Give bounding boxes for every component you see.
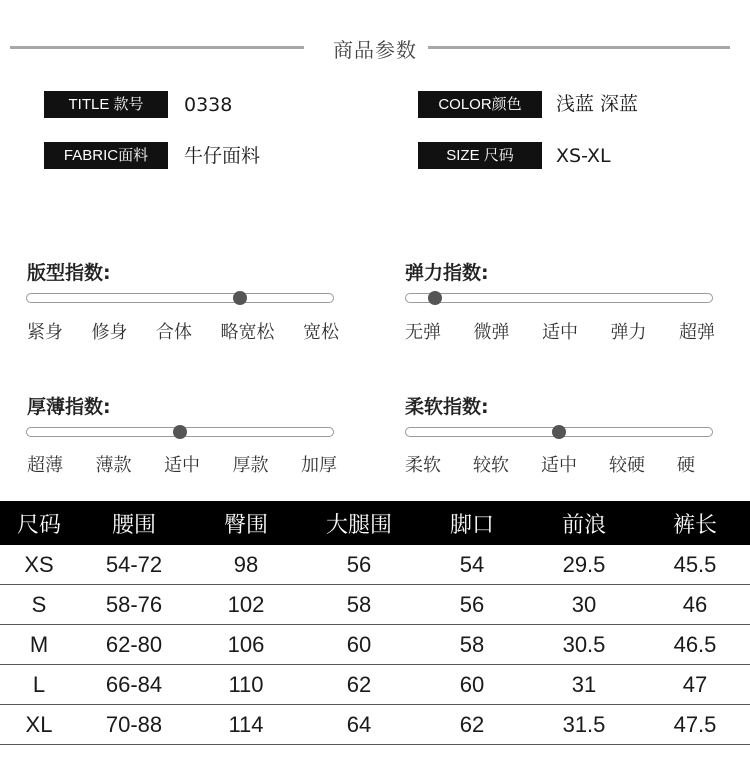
- table-cell: 58: [302, 585, 416, 625]
- table-cell: 47: [640, 665, 750, 705]
- stop-label: 厚款: [232, 455, 269, 476]
- table-cell: 47.5: [640, 705, 750, 745]
- stop-label: 微弹: [473, 322, 510, 343]
- table-cell: 29.5: [528, 545, 640, 585]
- table-cell: 45.5: [640, 545, 750, 585]
- table-cell: 70-88: [78, 705, 190, 745]
- column-header: 脚口: [416, 501, 528, 545]
- stop-label: 较硬: [609, 455, 645, 476]
- fit-index-track: [26, 293, 334, 303]
- table-row: [0, 705, 750, 745]
- table-cell: 62: [416, 705, 528, 745]
- table-row: [0, 625, 750, 665]
- stop-label: 宽松: [303, 322, 339, 343]
- table-cell: XL: [0, 705, 78, 745]
- spec-label-title: TITLE 款号: [44, 91, 168, 118]
- table-header-row: [0, 501, 750, 545]
- table-cell: 58: [416, 625, 528, 665]
- spec-label-fabric: FABRIC面料: [44, 142, 168, 169]
- spec-value-title: 0338: [184, 94, 233, 116]
- table-cell: 98: [190, 545, 302, 585]
- table-cell: XS: [0, 545, 78, 585]
- table-row: [0, 665, 750, 705]
- stop-label: 略宽松: [220, 322, 275, 343]
- table-cell: M: [0, 625, 78, 665]
- stop-label: 薄款: [95, 455, 132, 476]
- table-cell: S: [0, 585, 78, 625]
- stop-label: 适中: [542, 322, 578, 343]
- table-cell: 110: [190, 665, 302, 705]
- spec-value-size: XS-XL: [556, 145, 611, 167]
- table-cell: 114: [190, 705, 302, 745]
- page-title: 商品参数: [333, 38, 417, 62]
- table-cell: 60: [416, 665, 528, 705]
- table-cell: 46: [640, 585, 750, 625]
- table-cell: 30.5: [528, 625, 640, 665]
- table-cell: 62: [302, 665, 416, 705]
- table-cell: 54-72: [78, 545, 190, 585]
- stop-label: 柔软: [405, 455, 441, 476]
- column-header: 腰围: [78, 501, 190, 545]
- softness-index-marker: [552, 425, 566, 439]
- stretch-index-track: [405, 293, 713, 303]
- column-header: 臀围: [190, 501, 302, 545]
- table-cell: 31: [528, 665, 640, 705]
- table-cell: 30: [528, 585, 640, 625]
- table-cell: 56: [302, 545, 416, 585]
- stop-label: 紧身: [27, 322, 63, 343]
- thickness-index-stops: [27, 451, 337, 477]
- size-table: [0, 501, 750, 745]
- stop-label: 较软: [473, 455, 509, 476]
- table-cell: 58-76: [78, 585, 190, 625]
- table-cell: 60: [302, 625, 416, 665]
- table-cell: 66-84: [78, 665, 190, 705]
- header-line-right: [428, 46, 730, 49]
- stop-label: 适中: [164, 455, 200, 476]
- table-cell: 54: [416, 545, 528, 585]
- column-header: 尺码: [0, 501, 78, 545]
- stop-label: 合体: [156, 322, 192, 343]
- spec-value-fabric: 牛仔面料: [184, 145, 261, 167]
- table-row: [0, 545, 750, 585]
- fit-index-title: 版型指数:: [27, 262, 111, 284]
- softness-index-stops: [405, 451, 695, 477]
- spec-label-color: COLOR颜色: [418, 91, 542, 118]
- table-cell: 106: [190, 625, 302, 665]
- table-cell: 56: [416, 585, 528, 625]
- table-cell: 46.5: [640, 625, 750, 665]
- stop-label: 超弹: [679, 322, 715, 343]
- table-cell: L: [0, 665, 78, 705]
- header-line-left: [10, 46, 304, 49]
- stop-label: 适中: [541, 455, 577, 476]
- column-header: 大腿围: [302, 501, 416, 545]
- table-cell: 31.5: [528, 705, 640, 745]
- softness-index-title: 柔软指数:: [405, 396, 489, 418]
- stop-label: 弹力: [610, 322, 647, 343]
- table-row: [0, 585, 750, 625]
- spec-label-size: SIZE 尺码: [418, 142, 542, 169]
- stop-label: 硬: [677, 455, 695, 476]
- spec-value-color: 浅蓝 深蓝: [556, 93, 639, 115]
- fit-index-stops: [27, 318, 339, 344]
- table-cell: 102: [190, 585, 302, 625]
- thickness-index-title: 厚薄指数:: [27, 396, 111, 418]
- stop-label: 超薄: [27, 455, 63, 476]
- thickness-index-marker: [173, 425, 187, 439]
- stop-label: 加厚: [301, 455, 337, 476]
- stretch-index-stops: [405, 318, 715, 344]
- stop-label: 无弹: [405, 322, 441, 343]
- stop-label: 修身: [91, 322, 128, 343]
- column-header: 裤长: [640, 501, 750, 545]
- stretch-index-title: 弹力指数:: [405, 262, 489, 284]
- column-header: 前浪: [528, 501, 640, 545]
- table-cell: 62-80: [78, 625, 190, 665]
- table-cell: 64: [302, 705, 416, 745]
